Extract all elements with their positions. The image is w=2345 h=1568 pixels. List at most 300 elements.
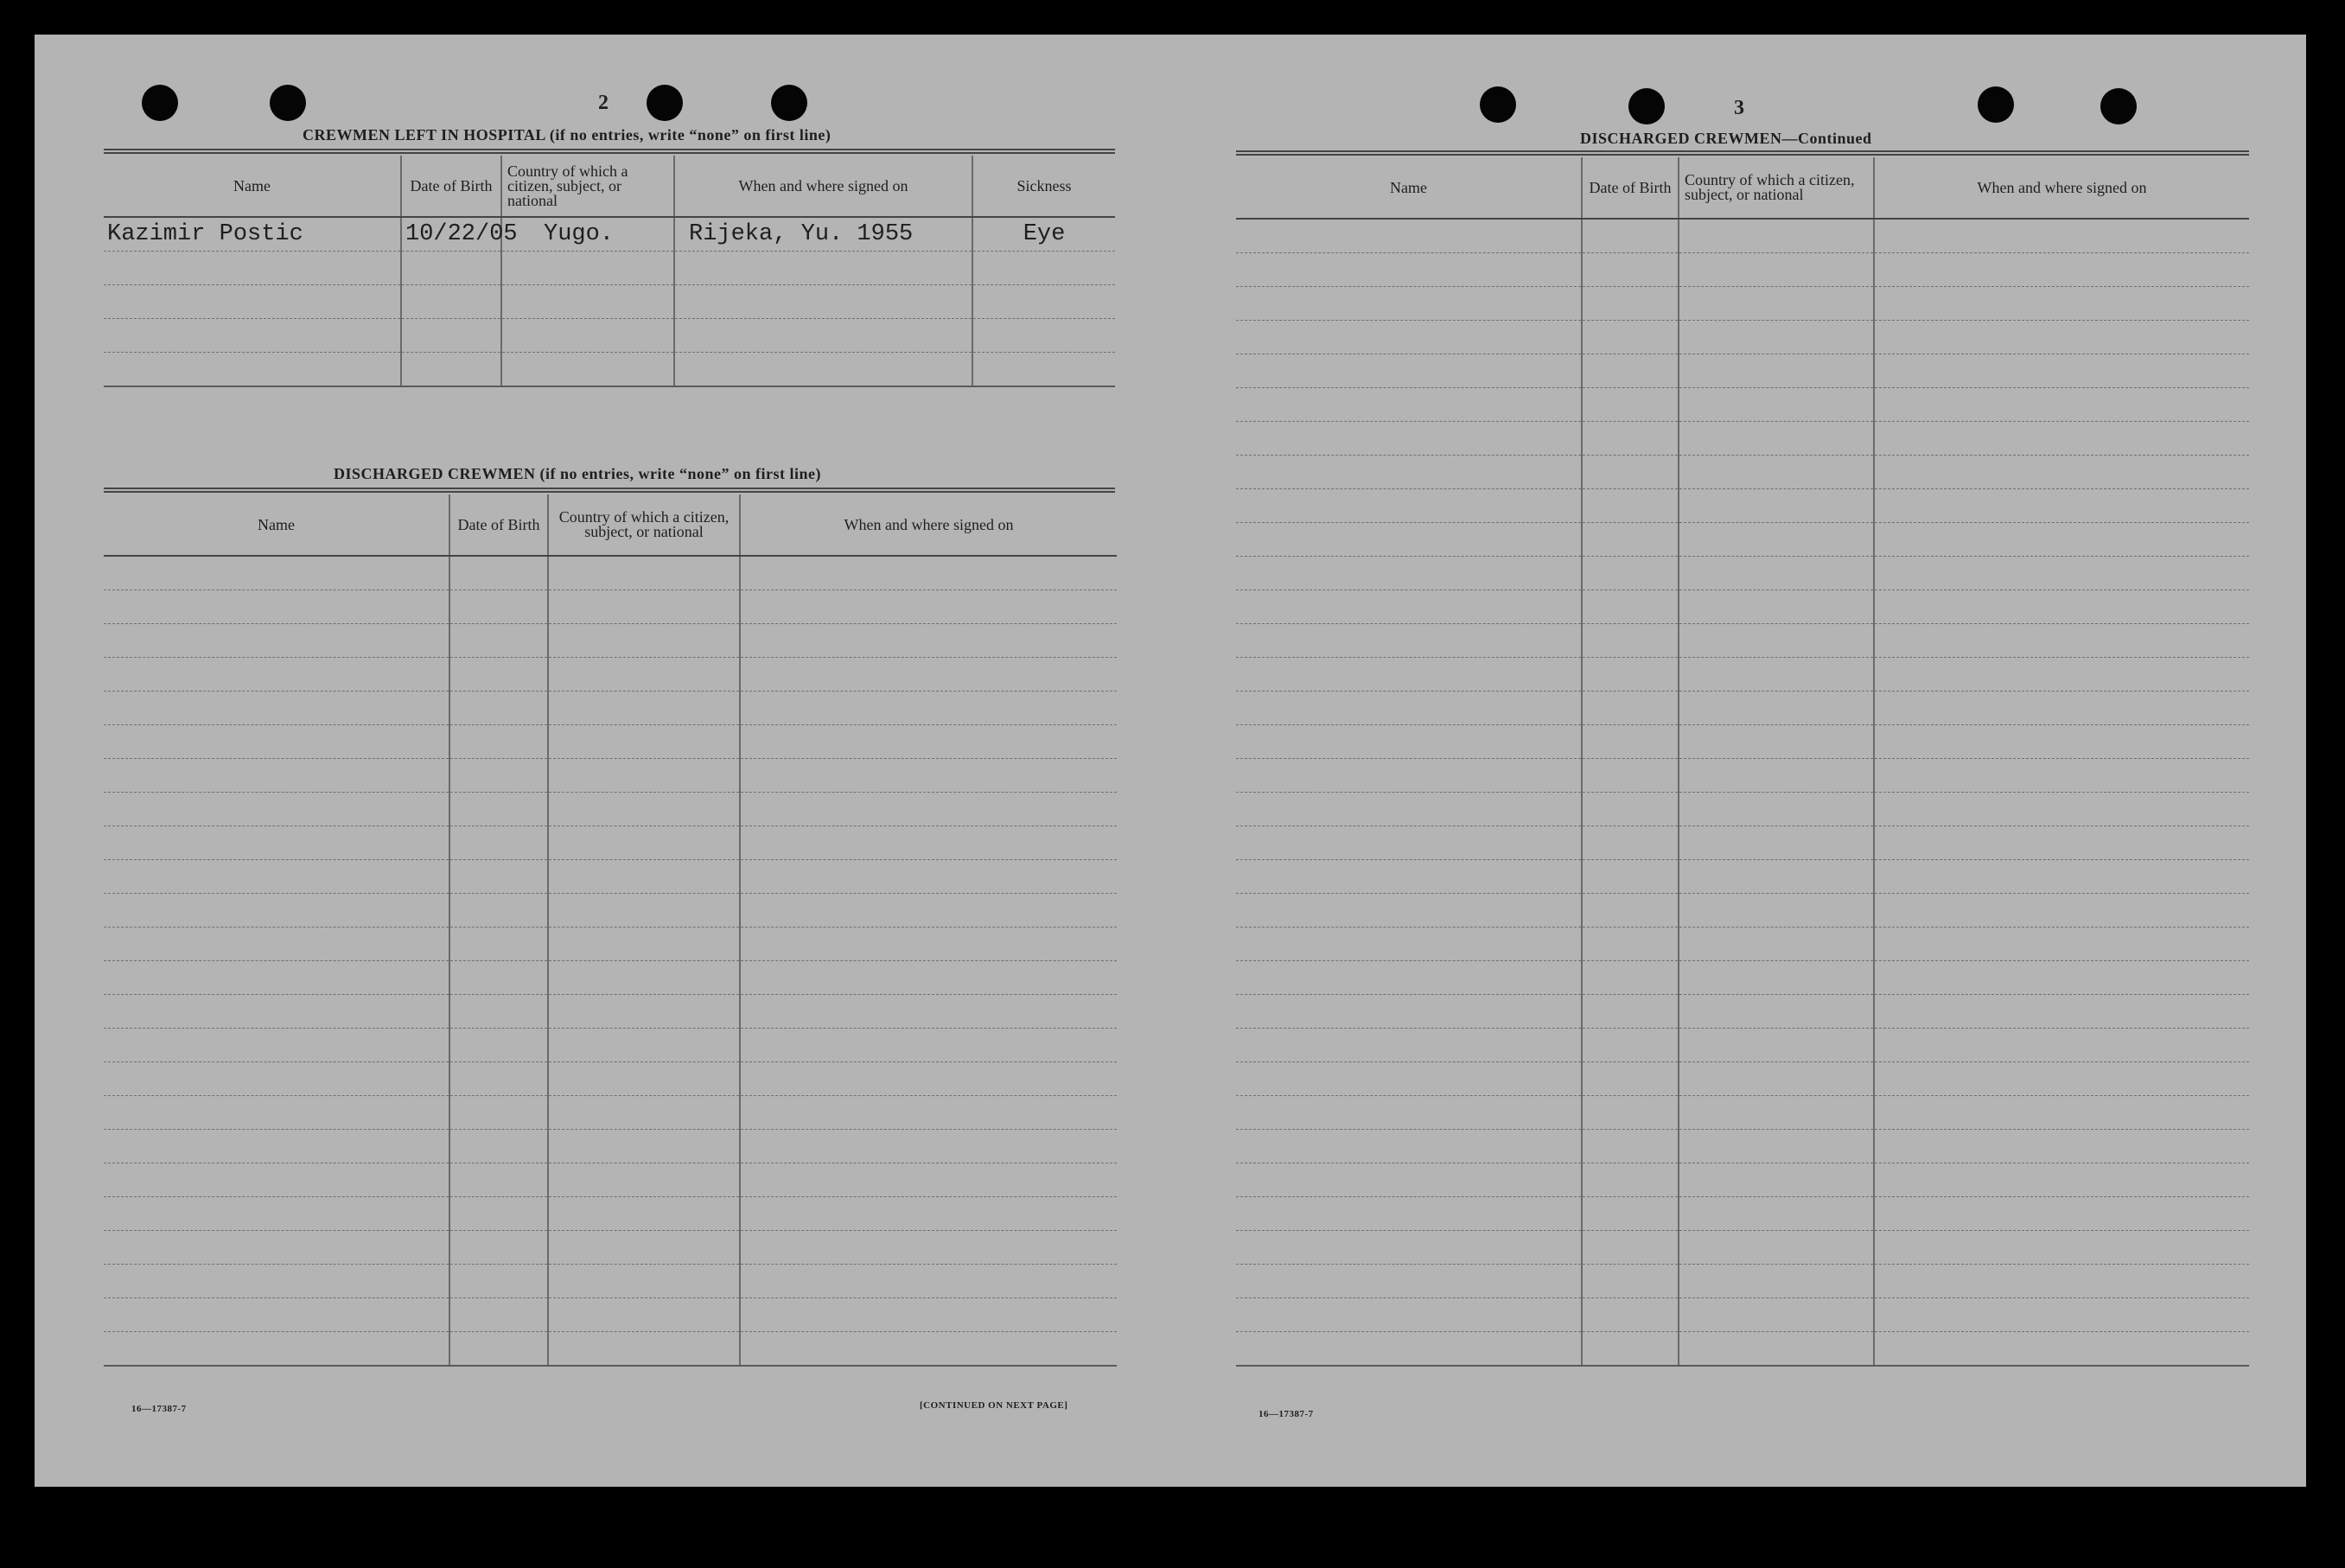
table-cell — [740, 590, 1117, 624]
crewman-sickness: Eye — [972, 217, 1115, 252]
table-cell — [1679, 1332, 1874, 1367]
table-cell — [1874, 422, 2249, 456]
table-cell — [740, 759, 1117, 793]
table-cell — [548, 860, 740, 894]
table-row — [1236, 759, 2249, 793]
table-cell — [1236, 759, 1582, 793]
table-cell — [740, 624, 1117, 658]
table-cell — [1874, 1265, 2249, 1298]
table-cell — [1236, 1197, 1582, 1231]
table-cell — [1874, 1163, 2249, 1197]
table-row — [104, 1332, 1117, 1367]
table-cell — [740, 1096, 1117, 1130]
table-cell — [1679, 860, 1874, 894]
table-cell — [1874, 759, 2249, 793]
table-cell — [104, 1332, 449, 1367]
table-row — [1236, 1062, 2249, 1096]
table-cell — [449, 894, 548, 927]
table-row — [104, 658, 1117, 692]
table-row — [104, 353, 1115, 387]
table-cell — [548, 826, 740, 860]
table-cell — [104, 1130, 449, 1163]
table-row — [1236, 624, 2249, 658]
table-cell — [548, 1231, 740, 1265]
discharged-section-title: DISCHARGED CREWMEN (if no entries, write “none” on first line) — [334, 465, 821, 482]
table-cell — [1874, 1298, 2249, 1332]
continued-note: [CONTINUED ON NEXT PAGE] — [920, 1400, 1068, 1411]
table-cell — [1582, 995, 1679, 1029]
table-cell — [1236, 658, 1582, 692]
table-cell — [1679, 1029, 1874, 1062]
table-row — [104, 590, 1117, 624]
table-cell — [1679, 456, 1874, 489]
right-page-number: 3 — [1734, 97, 1744, 119]
table-cell — [1236, 1298, 1582, 1332]
table-cell — [1679, 1298, 1874, 1332]
table-cell — [1582, 927, 1679, 961]
table-cell — [1874, 1096, 2249, 1130]
table-cell — [1582, 287, 1679, 321]
table-row — [1236, 1096, 2249, 1130]
crewman-country: Yugo. — [501, 217, 674, 252]
table-cell — [1236, 860, 1582, 894]
table-cell — [449, 1231, 548, 1265]
table-cell — [449, 1096, 548, 1130]
table-cell — [449, 1197, 548, 1231]
table-cell — [548, 759, 740, 793]
table-cell — [1582, 1029, 1679, 1062]
table-cell — [104, 1265, 449, 1298]
table-cell — [1236, 523, 1582, 557]
table-cell — [449, 725, 548, 759]
table-cell — [104, 826, 449, 860]
table-cell — [449, 590, 548, 624]
table-cell — [548, 1265, 740, 1298]
table-cell — [104, 1062, 449, 1096]
table-cell — [1582, 422, 1679, 456]
table-cell — [1679, 826, 1874, 860]
hospital-section-title: CREWMEN LEFT IN HOSPITAL (if no entries, write “none” on first line) — [303, 126, 832, 143]
table-row — [104, 725, 1117, 759]
table-cell — [1236, 1332, 1582, 1367]
table-cell — [548, 894, 740, 927]
table-row — [1236, 826, 2249, 860]
table-cell — [449, 1163, 548, 1197]
table-cell — [1679, 557, 1874, 590]
table-cell — [1679, 927, 1874, 961]
punch-hole — [1978, 86, 2014, 123]
table-cell — [1679, 590, 1874, 624]
table-cell — [1236, 253, 1582, 287]
table-cell — [1679, 995, 1874, 1029]
table-cell — [548, 1298, 740, 1332]
table-row — [1236, 354, 2249, 388]
table-cell — [1679, 1265, 1874, 1298]
table-cell — [1874, 354, 2249, 388]
table-cell — [104, 927, 449, 961]
table-cell — [548, 725, 740, 759]
table-cell — [1236, 826, 1582, 860]
punch-hole — [771, 85, 807, 121]
table-row — [1236, 692, 2249, 725]
table-cell — [1679, 961, 1874, 995]
table-cell — [1236, 1265, 1582, 1298]
table-cell — [548, 624, 740, 658]
table-cell — [449, 1029, 548, 1062]
table-cell — [104, 1163, 449, 1197]
punch-hole — [142, 85, 178, 121]
table-row — [104, 1265, 1117, 1298]
table-cell — [1679, 388, 1874, 422]
continued-suffix: —Continued — [1781, 130, 1872, 147]
table-cell — [104, 1029, 449, 1062]
table-cell — [1679, 658, 1874, 692]
table-cell — [104, 1197, 449, 1231]
table-row — [1236, 793, 2249, 826]
table-row — [1236, 1298, 2249, 1332]
table-cell — [104, 658, 449, 692]
table-cell — [1582, 1332, 1679, 1367]
right-table-top-rule — [1236, 150, 2249, 156]
table-cell — [1236, 1062, 1582, 1096]
table-row — [1236, 894, 2249, 927]
table-cell — [1679, 422, 1874, 456]
table-cell — [1874, 590, 2249, 624]
table-cell — [1874, 624, 2249, 658]
table-row — [104, 995, 1117, 1029]
col-header-name: Name — [1236, 157, 1582, 219]
table-cell — [548, 793, 740, 826]
punch-hole — [270, 85, 306, 121]
table-cell — [1582, 1163, 1679, 1197]
table-cell — [740, 860, 1117, 894]
table-cell — [1679, 489, 1874, 523]
table-cell — [1582, 253, 1679, 287]
table-cell — [1236, 1096, 1582, 1130]
table-cell — [740, 1298, 1117, 1332]
table-cell — [548, 692, 740, 725]
table-cell — [449, 995, 548, 1029]
table-cell — [1582, 321, 1679, 354]
form-number-left: 16—17387-7 — [131, 1404, 187, 1414]
table-cell — [1582, 219, 1679, 253]
table-cell — [449, 1130, 548, 1163]
punch-hole — [1480, 86, 1516, 123]
table-cell — [1582, 489, 1679, 523]
table-cell — [1874, 995, 2249, 1029]
table-cell — [1679, 1163, 1874, 1197]
table-cell — [1874, 1029, 2249, 1062]
table-cell — [1679, 1062, 1874, 1096]
col-header-name: Name — [104, 494, 449, 556]
table-cell — [1679, 624, 1874, 658]
table-cell — [1582, 1096, 1679, 1130]
table-cell — [740, 1332, 1117, 1367]
table-cell — [1874, 489, 2249, 523]
table-cell — [740, 1029, 1117, 1062]
table-row — [1236, 961, 2249, 995]
table-cell — [740, 658, 1117, 692]
table-cell — [1236, 388, 1582, 422]
table-row — [104, 1130, 1117, 1163]
table-cell — [1236, 1231, 1582, 1265]
table-cell — [1582, 826, 1679, 860]
table-cell — [1874, 388, 2249, 422]
table-row — [1236, 523, 2249, 557]
table-cell — [449, 860, 548, 894]
table-cell — [449, 692, 548, 725]
table-row — [104, 826, 1117, 860]
table-row — [1236, 927, 2249, 961]
table-cell — [104, 590, 449, 624]
table-cell — [104, 1231, 449, 1265]
table-cell — [1582, 523, 1679, 557]
col-header-signed-on: When and where signed on — [740, 494, 1117, 556]
table-cell — [449, 826, 548, 860]
table-cell — [1874, 961, 2249, 995]
table-cell — [104, 995, 449, 1029]
table-cell — [1582, 692, 1679, 725]
table-cell — [1679, 759, 1874, 793]
table-cell — [1582, 860, 1679, 894]
col-header-country: Country of which a citizen, subject, or national — [548, 494, 740, 556]
table-cell — [1679, 287, 1874, 321]
table-row — [104, 1163, 1117, 1197]
hospital-table — [104, 156, 1115, 387]
table-cell — [1582, 1265, 1679, 1298]
table-cell — [1582, 456, 1679, 489]
table-cell — [1679, 725, 1874, 759]
table-cell — [1236, 287, 1582, 321]
crewman-name: Kazimir Postic — [104, 217, 401, 252]
table-cell — [740, 725, 1117, 759]
table-cell — [1874, 927, 2249, 961]
table-cell — [1582, 1298, 1679, 1332]
table-cell — [1679, 219, 1874, 253]
punch-hole — [647, 85, 683, 121]
table-cell — [1679, 1096, 1874, 1130]
table-cell — [104, 1298, 449, 1332]
col-header-sickness: Sickness — [972, 156, 1115, 217]
table-cell — [449, 1298, 548, 1332]
table-cell — [1874, 1197, 2249, 1231]
table-cell — [1236, 692, 1582, 725]
table-cell — [740, 1130, 1117, 1163]
table-row — [1236, 422, 2249, 456]
table-row — [104, 217, 1115, 252]
table-cell — [1236, 793, 1582, 826]
table-row — [1236, 456, 2249, 489]
table-cell — [1236, 1130, 1582, 1163]
crewman-date-of-birth: 10/22/05 — [401, 217, 501, 252]
table-row — [104, 1197, 1117, 1231]
table-cell — [1874, 219, 2249, 253]
table-row — [104, 556, 1117, 590]
table-cell — [1679, 1231, 1874, 1265]
table-row — [1236, 995, 2249, 1029]
table-cell — [449, 658, 548, 692]
table-row — [1236, 1197, 2249, 1231]
table-cell — [740, 826, 1117, 860]
table-cell — [104, 894, 449, 927]
table-cell — [1236, 927, 1582, 961]
table-cell — [1582, 725, 1679, 759]
table-cell — [1582, 894, 1679, 927]
table-row — [104, 759, 1117, 793]
table-cell — [1582, 961, 1679, 995]
table-cell — [740, 1231, 1117, 1265]
table-cell — [740, 1163, 1117, 1197]
table-cell — [1874, 253, 2249, 287]
table-row — [104, 624, 1117, 658]
table-cell — [449, 1332, 548, 1367]
table-cell — [740, 894, 1117, 927]
table-row — [104, 961, 1117, 995]
table-row — [1236, 287, 2249, 321]
table-row — [104, 319, 1115, 353]
discharged-section-instruction: (if no entries, write “none” on first line) — [539, 465, 821, 482]
table-cell — [1582, 759, 1679, 793]
table-cell — [104, 725, 449, 759]
table-row — [1236, 489, 2249, 523]
table-cell — [1679, 253, 1874, 287]
crewman-signed-on: Rijeka, Yu. 1955 — [674, 217, 972, 252]
table-cell — [548, 1130, 740, 1163]
table-cell — [1582, 590, 1679, 624]
table-row — [104, 1231, 1117, 1265]
table-cell — [1236, 1029, 1582, 1062]
table-cell — [104, 1096, 449, 1130]
table-cell — [548, 1197, 740, 1231]
table-cell — [104, 692, 449, 725]
table-cell — [449, 1062, 548, 1096]
table-cell — [449, 927, 548, 961]
discharged-table-left — [104, 494, 1117, 1367]
table-cell — [1679, 523, 1874, 557]
table-cell — [1874, 523, 2249, 557]
form-number-right: 16—17387-7 — [1259, 1409, 1314, 1419]
table-cell — [104, 556, 449, 590]
table-cell — [1236, 995, 1582, 1029]
hospital-table-top-rule — [104, 149, 1115, 154]
col-header-date-of-birth: Date of Birth — [449, 494, 548, 556]
document-sheet — [35, 35, 2306, 1487]
table-row — [1236, 1231, 2249, 1265]
table-cell — [1874, 658, 2249, 692]
table-cell — [449, 556, 548, 590]
table-cell — [1582, 658, 1679, 692]
table-cell — [1582, 1062, 1679, 1096]
table-cell — [1874, 557, 2249, 590]
table-cell — [740, 1265, 1117, 1298]
punch-hole — [1628, 88, 1665, 124]
table-cell — [1582, 557, 1679, 590]
table-row — [104, 1298, 1117, 1332]
punch-hole — [2100, 88, 2137, 124]
table-cell — [1236, 354, 1582, 388]
table-cell — [548, 1332, 740, 1367]
table-row — [1236, 557, 2249, 590]
table-row — [104, 894, 1117, 927]
table-cell — [1874, 287, 2249, 321]
table-cell — [1236, 321, 1582, 354]
table-cell — [1874, 1231, 2249, 1265]
col-header-signed-on: When and where signed on — [674, 156, 972, 217]
table-cell — [548, 1062, 740, 1096]
discharged-continued-title: DISCHARGED CREWMEN—Continued — [1580, 130, 1872, 147]
table-cell — [104, 759, 449, 793]
table-row — [1236, 388, 2249, 422]
table-cell — [740, 927, 1117, 961]
table-cell — [449, 1265, 548, 1298]
table-cell — [1236, 894, 1582, 927]
table-row — [104, 1096, 1117, 1130]
table-cell — [1582, 354, 1679, 388]
col-header-signed-on: When and where signed on — [1874, 157, 2249, 219]
table-cell — [548, 590, 740, 624]
table-cell — [1236, 219, 1582, 253]
table-cell — [1874, 894, 2249, 927]
table-cell — [104, 793, 449, 826]
table-cell — [449, 793, 548, 826]
table-cell — [449, 759, 548, 793]
col-header-date-of-birth: Date of Birth — [1582, 157, 1679, 219]
discharged-table-right — [1236, 157, 2249, 1367]
table-cell — [1874, 1130, 2249, 1163]
table-row — [104, 252, 1115, 285]
table-row — [1236, 860, 2249, 894]
table-cell — [1874, 725, 2249, 759]
table-cell — [1874, 793, 2249, 826]
table-cell — [1679, 894, 1874, 927]
table-row — [1236, 1029, 2249, 1062]
table-cell — [1679, 692, 1874, 725]
table-cell — [548, 961, 740, 995]
table-cell — [449, 624, 548, 658]
table-row — [1236, 725, 2249, 759]
left-page-number: 2 — [598, 92, 609, 114]
table-cell — [740, 793, 1117, 826]
table-cell — [548, 1029, 740, 1062]
table-cell — [1236, 1163, 1582, 1197]
table-cell — [449, 961, 548, 995]
table-cell — [1582, 388, 1679, 422]
table-cell — [1582, 624, 1679, 658]
table-cell — [1874, 456, 2249, 489]
table-row — [1236, 1265, 2249, 1298]
col-header-name: Name — [104, 156, 401, 217]
col-header-country: Country of which a citizen, subject, or national — [1679, 157, 1874, 219]
table-cell — [1874, 826, 2249, 860]
table-cell — [548, 995, 740, 1029]
table-cell — [1679, 354, 1874, 388]
table-row — [104, 1062, 1117, 1096]
table-cell — [548, 658, 740, 692]
table-cell — [1679, 1197, 1874, 1231]
table-cell — [1236, 725, 1582, 759]
table-row — [1236, 321, 2249, 354]
table-cell — [1236, 961, 1582, 995]
table-row — [104, 793, 1117, 826]
table-cell — [1236, 422, 1582, 456]
table-cell — [104, 860, 449, 894]
hospital-section-instruction: (if no entries, write “none” on first line) — [549, 126, 832, 143]
table-cell — [740, 1197, 1117, 1231]
table-cell — [740, 961, 1117, 995]
table-cell — [1874, 1062, 2249, 1096]
table-cell — [740, 692, 1117, 725]
table-cell — [1236, 624, 1582, 658]
